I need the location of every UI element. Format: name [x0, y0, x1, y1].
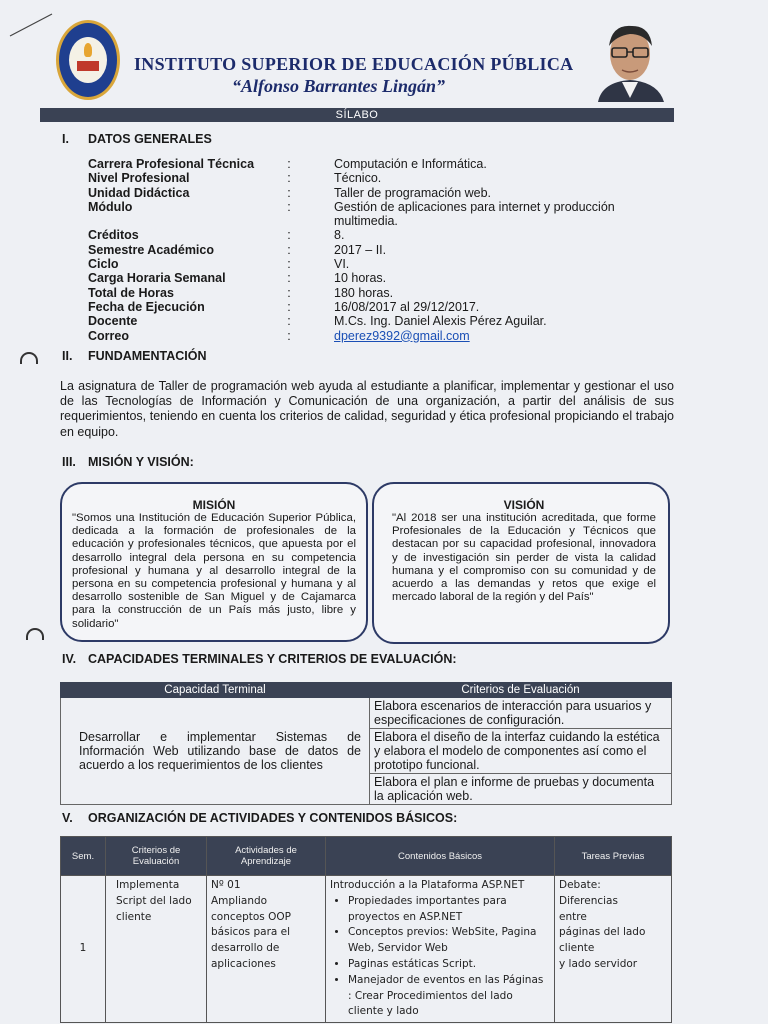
field-label: Carga Horaria Semanal [88, 271, 226, 286]
institute-subtitle: “Alfonso Barrantes Lingán” [232, 76, 446, 96]
field-label: Carrera Profesional Técnica [88, 157, 255, 171]
section-title: MISIÓN Y VISIÓN: [88, 455, 194, 469]
capacidad-cell: Desarrollar e implementar Sistemas de Información Web utilizando base de datos de acuerdo a los requerimientos de los clientes [61, 698, 370, 805]
field-label: Módulo [88, 199, 133, 214]
contenido-list [330, 894, 550, 1020]
field-label: Unidad Didáctica [88, 185, 190, 200]
mision-text: "Somos una Institución de Educación Superior Pública, dedicada a la formación de profesionales de la educación y profesionales técnicos, que apuesta por el desarrollo integral dela persona en su competencia profesional y humana y al desarrollo integral de la persona en su competencia profesional y humana y al desarrollo sostenible de San Miguel y de Cajamarca para la construcción de un País más justo, libre y solidario" [72, 512, 356, 630]
field-value: Taller de programación web. [334, 185, 492, 200]
field-colon: : [287, 199, 291, 214]
field-colon: : [287, 228, 291, 243]
syllabus-banner: SÍLABO [40, 108, 674, 122]
field-colon: : [287, 171, 291, 186]
tarea-line: Diferencias [559, 894, 618, 907]
field-value: Gestión de aplicaciones para internet y producción [334, 199, 615, 214]
datos-generales [88, 157, 678, 343]
section-title: DATOS GENERALES [88, 132, 212, 146]
criterio-cell: Elabora el diseño de la interfaz cuidando la estética y elabora el modelo de componentes así como el prototipo funcional. [370, 729, 672, 774]
sem-cell: 1 [61, 876, 106, 1023]
email-link[interactable]: dperez9392@gmail.com [334, 328, 470, 343]
table-header: Sem. [61, 837, 106, 876]
field-value: 10 horas. [334, 271, 387, 286]
tarea-line: y lado servidor [559, 957, 638, 970]
field-colon: : [287, 328, 291, 343]
field-colon: : [287, 299, 291, 314]
list-item: • Paginas estáticas Script. [348, 957, 550, 973]
field-label: Fecha de Ejecución [88, 299, 205, 314]
field-colon: : [287, 285, 291, 300]
actividad-cell [207, 876, 326, 1023]
tarea-line: páginas del lado cliente [559, 926, 646, 955]
portrait-icon [592, 16, 668, 102]
contenido-cell [326, 876, 555, 1023]
mision-title: MISIÓN [192, 498, 236, 512]
capacidades-table [60, 682, 672, 805]
institute-logo-icon [56, 20, 120, 100]
field-label: Semestre Académico [88, 242, 214, 257]
fundamentacion-text: La asignatura de Taller de programación web ayuda al estudiante a planificar, implementar y gestionar el uso de las Tecnologías de Información y Comunicación de una organización, a partir del análisis de sus requerimientos, teniendo en cuenta los criterios de calidad, seguridad y ética profesional propiciando el trabajo en equipo. [60, 379, 674, 439]
actividad-text: Ampliando conceptos OOP básicos para el desarrollo de aplicaciones [211, 894, 291, 970]
section-number: IV. [62, 652, 77, 666]
field-value: M.Cs. Ing. Daniel Alexis Pérez Aguilar. [334, 314, 547, 329]
field-label: Créditos [88, 228, 139, 243]
section-title: CAPACIDADES TERMINALES Y CRITERIOS DE EVALUACIÓN: [88, 652, 457, 666]
field-colon: : [287, 242, 291, 257]
contenido-intro: Introducción a la Plataforma ASP.NET [330, 879, 525, 891]
section-title: FUNDAMENTACIÓN [88, 349, 207, 363]
field-label: Total de Horas [88, 285, 174, 300]
field-value: 2017 – II. [334, 242, 387, 257]
field-value: Computación e Informática. [334, 157, 487, 171]
actividad-number: Nº 01 [211, 879, 241, 891]
list-item: • Propiedades importantes para proyectos en ASP.NET [348, 894, 550, 926]
field-value: VI. [334, 257, 350, 272]
institute-title: INSTITUTO SUPERIOR DE EDUCACIÓN PÚBLICA [134, 54, 574, 74]
table-row [61, 876, 672, 1023]
field-label: Correo [88, 328, 129, 343]
criterio-cell: Elabora escenarios de interacción para usuarios y especificaciones de configuración. [370, 698, 672, 729]
section-number: I. [62, 132, 69, 146]
table-header: Actividades de Aprendizaje [207, 837, 326, 876]
table-header: Criterios de Evaluación [106, 837, 207, 876]
table-header: Capacidad Terminal [61, 683, 370, 698]
field-value: 16/08/2017 al 29/12/2017. [334, 299, 480, 314]
section-number: II. [62, 349, 73, 363]
field-colon: : [287, 185, 291, 200]
table-header: Criterios de Evaluación [370, 683, 672, 698]
field-value: 180 horas. [334, 285, 394, 300]
field-value: 8. [334, 228, 345, 243]
pen-mark-icon [6, 10, 56, 40]
binder-ring-icon [26, 628, 44, 640]
field-colon: : [287, 314, 291, 329]
binder-ring-icon [20, 352, 38, 364]
vision-title: VISIÓN [503, 498, 545, 512]
table-header: Contenidos Básicos [326, 837, 555, 876]
vision-box [372, 482, 670, 644]
table-header: Tareas Previas [555, 837, 672, 876]
mision-box [60, 482, 368, 642]
criterio-cell: Implementa Script del lado cliente [106, 876, 207, 1023]
field-value-continued: multimedia. [334, 214, 398, 229]
field-colon: : [287, 257, 291, 272]
section-title: ORGANIZACIÓN DE ACTIVIDADES Y CONTENIDOS BÁSICOS: [88, 811, 458, 825]
section-number: III. [62, 455, 76, 469]
field-label: Docente [88, 314, 138, 329]
field-label: Nivel Profesional [88, 171, 190, 186]
field-value: Técnico. [334, 171, 382, 186]
actividades-table [60, 836, 672, 1023]
section-number: V. [62, 811, 73, 825]
field-colon: : [287, 157, 291, 171]
tarea-line: entre [559, 910, 587, 923]
criterio-cell: Elabora el plan e informe de pruebas y documenta la aplicación web. [370, 774, 672, 805]
list-item: • Conceptos previos: WebSite, Pagina Web, Servidor Web [348, 925, 550, 957]
list-item: • Manejador de eventos en las Páginas : Crear Procedimientos del lado cliente y lado [348, 973, 550, 1020]
vision-text: "Al 2018 ser una institución acreditada, que forme Profesionales de la Educación y Técnicos que destacan por su capacidad profesional, innovadora y de investigación sin perder de vista la calidad humana y el compromiso con su comunidad y de acuerdo a las demandas y retos que exige el mercado laboral de la región y del País" [392, 512, 656, 604]
tarea-cell [555, 876, 672, 1023]
field-colon: : [287, 271, 291, 286]
field-label: Ciclo [88, 257, 119, 272]
tarea-title: Debate: [559, 879, 601, 891]
